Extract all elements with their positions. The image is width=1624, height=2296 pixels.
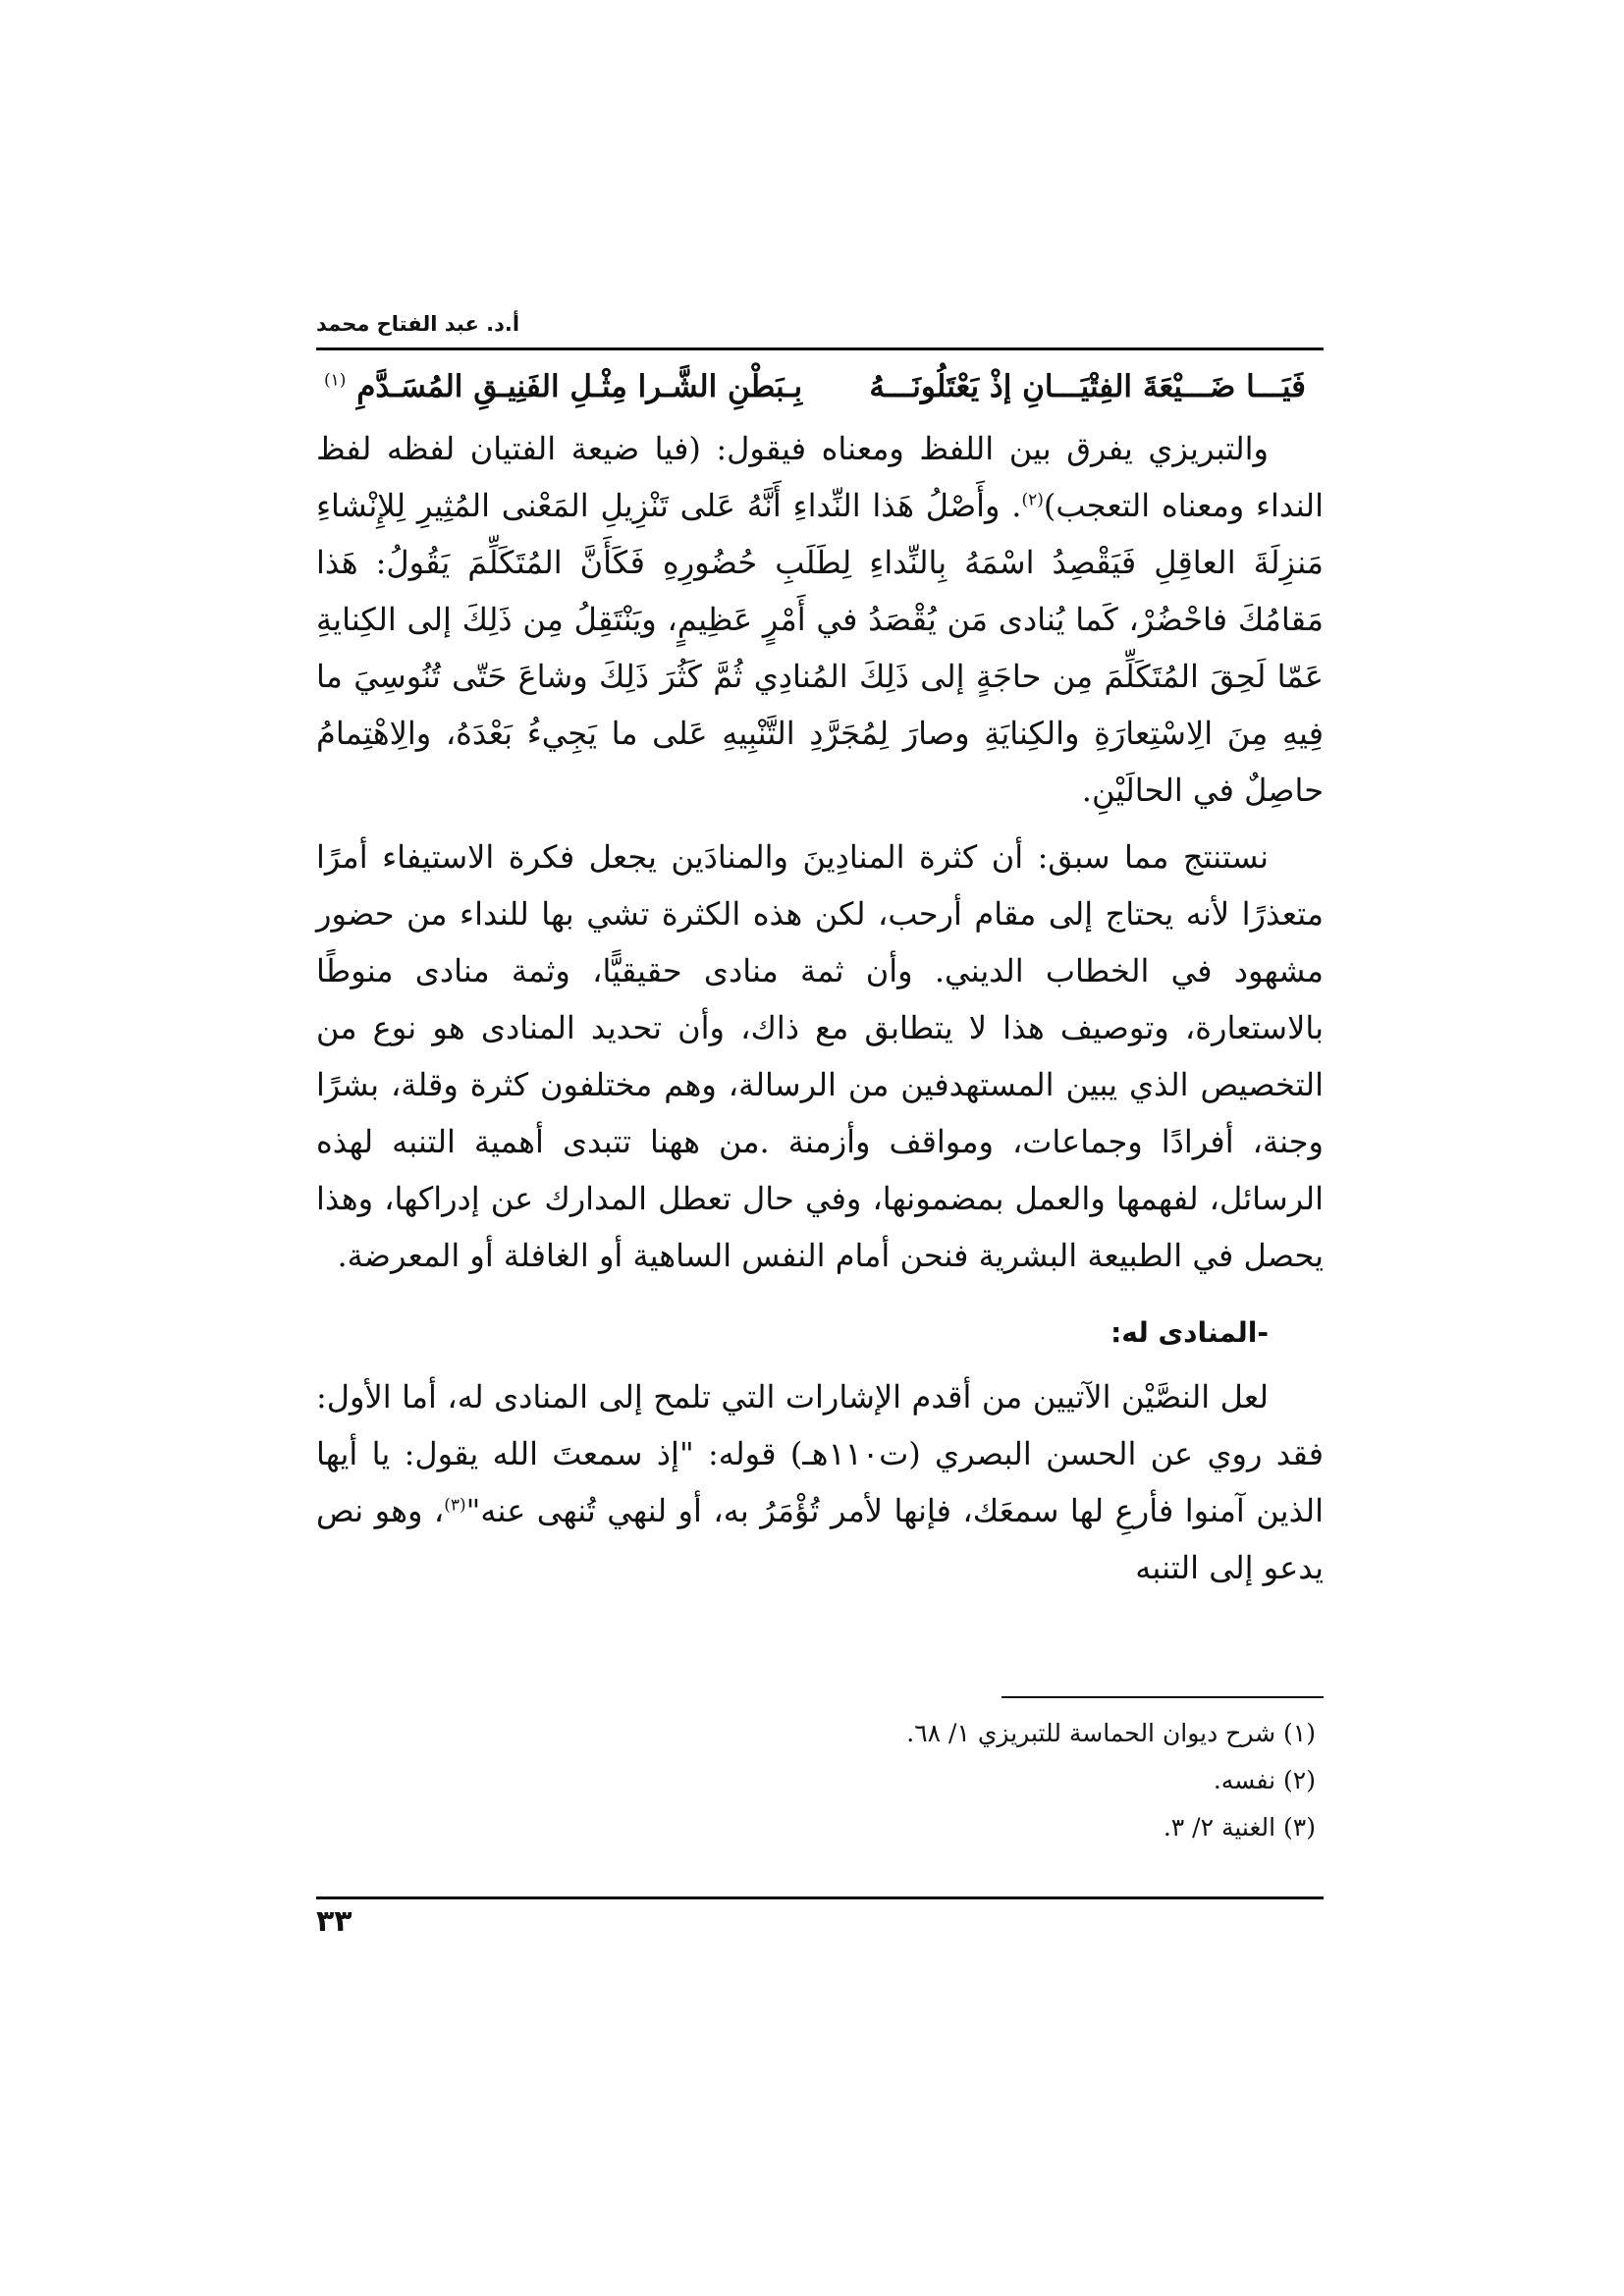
paragraph-text: . وأَصْلُ هَذا النِّداءِ أَنَّهُ عَلى تَنْزِيلِ المَعْنى المُثِيرِ لِلإِنْشاءِ مَنزِلَةَ العاقِلِ فَيَقْصِدُ اسْمَهُ بِالنِّداءِ لِطَلَبِ حُضُورِهِ فَكَأَنَّ المُتَكَلِّمَ يَقُولُ: هَذا مَقامُكَ فاحْضُرْ، كَما يُنادى مَن يُقْصَدُ في أَمْرٍ عَظِيمٍ، ويَنْتَقِلُ مِن ذَلِكَ إلى الكِنايةِ عَمّا لَحِقَ المُتَكَلِّمَ مِن حاجَةٍ إلى ذَلِكَ المُنادِي ثُمَّ كَثُرَ ذَلِكَ وشاعَ حَتّى تُنُوسِيَ ما فِيهِ مِنَ الِاسْتِعارَةِ والكِنايَةِ وصارَ لِمُجَرَّدِ التَّنْبِيهِ عَلى ما يَجِيءُ بَعْدَهُ، والِاهْتِمامُ حاصِلٌ في الحالَيْنِ. bbox=[316, 487, 1325, 809]
header-rule bbox=[316, 347, 1324, 350]
page-number: ٣٣ bbox=[316, 1904, 352, 1939]
paragraph bbox=[316, 420, 1324, 819]
paragraph-text: لعل النصَّيْن الآتيين من أقدم الإشارات التي تلمح إلى المنادى له، أما الأول: فقد روي عن الحسن البصري (ت١١٠هـ) قوله: "إذ سمعتَ الله يقول: يا أيها الذين آمنوا فأرعِ لها سمعَك، فإنها لأمر تُؤْمَرُ به، أو لنهي تُنهى عنه" bbox=[316, 1378, 1325, 1529]
footnote-separator bbox=[1001, 1696, 1324, 1698]
footnote-item: (١) شرح ديوان الحماسة للتبريزي ١/ ٦٨. bbox=[906, 1719, 1316, 1747]
verse-hemistich-1-text: فَيَـــا ضَـــيْعَةَ الفِتْيَـــانِ إذْ يَعْتَلُونَـــهُ bbox=[869, 369, 1306, 404]
footnote-ref: (٢) bbox=[1021, 490, 1044, 510]
paragraph: نستنتج مما سبق: أن كثرة المنادِينَ والمنادَين يجعل فكرة الاستيفاء أمرًا متعذرًا لأنه يحتاج إلى مقام أرحب، لكن هذه الكثرة تشي بها للنداء من حضور مشهود في الخطاب الديني. وأن ثمة منادى حقيقيًّا، وثمة منادى منوطًا بالاستعارة، وتوصيف هذا لا يتطابق مع ذاك، وأن تحديد المنادى هو نوع من التخصيص الذي يبين المستهدفين من الرسالة، وهم مختلفون كثرة وقلة، بشرًا وجنة، أفرادًا وجماعات، ومواقف وأزمنة .من ههنا تتبدى أهمية التنبه لهذه الرسائل، لفهمها والعمل بمضمونها، وفي حال تعطل المدارك عن إدراكها، وهذا يحصل في الطبيعة البشرية فنحن أمام النفس الساهية أو الغافلة أو المعرضة. bbox=[316, 838, 1325, 1274]
verse-hemistich-2-text: بِـبَطْنِ الشَّـرا مِثْـلِ الفَنِيـقِ المُسَـدَّمِ bbox=[356, 369, 803, 404]
footnote-ref: (٣) bbox=[444, 1495, 466, 1516]
running-header-author: أ.د. عبد الفتاح محمد bbox=[316, 312, 520, 336]
verse-first-hemistich bbox=[869, 369, 1306, 404]
footnotes bbox=[316, 1710, 1324, 1851]
paragraph bbox=[316, 1368, 1324, 1596]
footnote-item: (٣) الغنية ٢/ ٣. bbox=[1163, 1813, 1316, 1842]
footnote-ref: (١) bbox=[324, 370, 347, 391]
footer-rule bbox=[316, 1896, 1324, 1899]
poetry-verse bbox=[324, 357, 1306, 416]
footnote-item: (٢) نفسه. bbox=[1213, 1766, 1316, 1794]
section-heading: -المنادى له: bbox=[1110, 1316, 1269, 1349]
paragraph-text: والتبريزي يفرق بين اللفظ ومعناه فيقول: (فيا ضيعة الفتيان لفظه لفظ النداء ومعناه التعجب) bbox=[316, 430, 1325, 524]
verse-second-hemistich bbox=[324, 369, 802, 404]
paragraph-text: ، وهو نص يدعو إلى التنبه bbox=[316, 1492, 1324, 1586]
body-text bbox=[316, 420, 1324, 1620]
